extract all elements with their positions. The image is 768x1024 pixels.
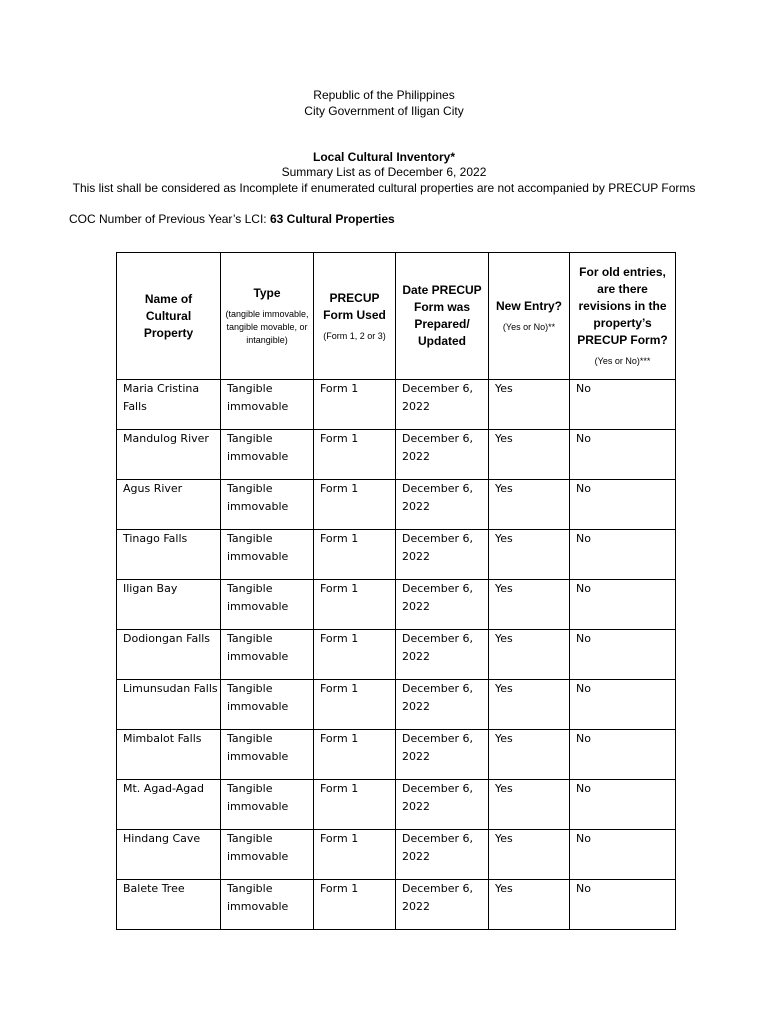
- date-cell: December 6, 2022: [396, 680, 489, 730]
- property-name-cell: Mandulog River: [117, 430, 221, 480]
- property-name-cell: Mimbalot Falls: [117, 730, 221, 780]
- column-header-label: New Entry?: [495, 299, 562, 313]
- date-cell: December 6, 2022: [396, 730, 489, 780]
- coc-line: [69, 212, 395, 227]
- new-entry-cell: Yes: [489, 580, 570, 630]
- property-name-cell: Tinago Falls: [117, 530, 221, 580]
- form-cell: Form 1: [314, 730, 396, 780]
- table-row: [117, 480, 676, 530]
- table-row: [117, 380, 676, 430]
- new-entry-cell: Yes: [489, 680, 570, 730]
- date-cell: December 6, 2022: [396, 630, 489, 680]
- property-type-cell: Tangible immovable: [221, 480, 314, 530]
- coc-label: COC Number of Previous Year’s LCI:: [69, 212, 270, 226]
- form-cell: Form 1: [314, 630, 396, 680]
- table-row: [117, 630, 676, 680]
- date-cell: December 6, 2022: [396, 530, 489, 580]
- property-type-cell: Tangible immovable: [221, 880, 314, 930]
- property-name-cell: Balete Tree: [117, 880, 221, 930]
- column-header-subtext: (tangible immovable, tangible movable, or intangible): [225, 309, 309, 345]
- revisions-cell: No: [570, 730, 676, 780]
- column-header-name: [117, 253, 221, 380]
- property-type-cell: Tangible immovable: [221, 430, 314, 480]
- column-header-subtext: (Yes or No)***: [594, 356, 651, 366]
- new-entry-cell: Yes: [489, 530, 570, 580]
- revisions-cell: No: [570, 880, 676, 930]
- property-type-cell: Tangible immovable: [221, 630, 314, 680]
- new-entry-cell: Yes: [489, 880, 570, 930]
- revisions-cell: No: [570, 580, 676, 630]
- column-header-type: [221, 253, 314, 380]
- new-entry-cell: Yes: [489, 380, 570, 430]
- table-header-row: [117, 253, 676, 380]
- form-cell: Form 1: [314, 530, 396, 580]
- table-row: [117, 780, 676, 830]
- summary-date: Summary List as of December 6, 2022: [281, 165, 487, 179]
- date-cell: December 6, 2022: [396, 380, 489, 430]
- date-cell: December 6, 2022: [396, 480, 489, 530]
- property-name-cell: Mt. Agad-Agad: [117, 780, 221, 830]
- form-cell: Form 1: [314, 380, 396, 430]
- form-cell: Form 1: [314, 480, 396, 530]
- property-name-cell: Iligan Bay: [117, 580, 221, 630]
- inventory-table: [116, 252, 676, 930]
- revisions-cell: No: [570, 780, 676, 830]
- new-entry-cell: Yes: [489, 730, 570, 780]
- revisions-cell: No: [570, 430, 676, 480]
- form-cell: Form 1: [314, 830, 396, 880]
- property-type-cell: Tangible immovable: [221, 680, 314, 730]
- document-title: Local Cultural Inventory*: [312, 150, 456, 164]
- property-type-cell: Tangible immovable: [221, 830, 314, 880]
- coc-value: 63 Cultural Properties: [269, 212, 395, 226]
- column-header-subtext: (Yes or No)**: [502, 322, 556, 332]
- property-type-cell: Tangible immovable: [221, 730, 314, 780]
- date-cell: December 6, 2022: [396, 880, 489, 930]
- property-name-cell: Dodiongan Falls: [117, 630, 221, 680]
- property-name-cell: Maria Cristina Falls: [117, 380, 221, 430]
- column-header-label: For old entries, are there revisions in the property’s PRECUP Form?: [577, 265, 668, 347]
- property-type-cell: Tangible immovable: [221, 380, 314, 430]
- column-header-subtext: (Form 1, 2 or 3): [323, 330, 386, 341]
- revisions-cell: No: [570, 380, 676, 430]
- date-cell: December 6, 2022: [396, 780, 489, 830]
- date-cell: December 6, 2022: [396, 830, 489, 880]
- column-header-revisions: [570, 253, 676, 380]
- table-row: [117, 680, 676, 730]
- column-header-date: [396, 253, 489, 380]
- table-row: [117, 880, 676, 930]
- form-cell: Form 1: [314, 880, 396, 930]
- property-name-cell: Agus River: [117, 480, 221, 530]
- revisions-cell: No: [570, 630, 676, 680]
- column-header-label: Type: [253, 286, 281, 300]
- column-header-form: [314, 253, 396, 380]
- table-row: [117, 580, 676, 630]
- form-cell: Form 1: [314, 780, 396, 830]
- revisions-cell: No: [570, 830, 676, 880]
- date-cell: December 6, 2022: [396, 430, 489, 480]
- new-entry-cell: Yes: [489, 780, 570, 830]
- column-header-label: PRECUP Form Used: [323, 290, 386, 322]
- table-row: [117, 430, 676, 480]
- form-cell: Form 1: [314, 430, 396, 480]
- property-type-cell: Tangible immovable: [221, 780, 314, 830]
- column-header-label: Name of Cultural Property: [143, 291, 194, 340]
- column-header-label: Date PRECUP Form was Prepared/ Updated: [402, 283, 482, 348]
- new-entry-cell: Yes: [489, 430, 570, 480]
- property-type-cell: Tangible immovable: [221, 530, 314, 580]
- revisions-cell: No: [570, 680, 676, 730]
- form-cell: Form 1: [314, 680, 396, 730]
- column-header-new-entry: [489, 253, 570, 380]
- property-name-cell: Limunsudan Falls: [117, 680, 221, 730]
- new-entry-cell: Yes: [489, 630, 570, 680]
- new-entry-cell: Yes: [489, 830, 570, 880]
- republic-heading: Republic of the Philippines: [313, 88, 455, 102]
- table-row: [117, 730, 676, 780]
- incomplete-note: This list shall be considered as Incomplete if enumerated cultural properties are not accompanied by PRECUP Forms: [72, 181, 696, 195]
- table-row: [117, 830, 676, 880]
- revisions-cell: No: [570, 530, 676, 580]
- property-type-cell: Tangible immovable: [221, 580, 314, 630]
- revisions-cell: No: [570, 480, 676, 530]
- property-name-cell: Hindang Cave: [117, 830, 221, 880]
- table-row: [117, 530, 676, 580]
- new-entry-cell: Yes: [489, 480, 570, 530]
- city-government-heading: City Government of Iligan City: [304, 104, 464, 118]
- form-cell: Form 1: [314, 580, 396, 630]
- date-cell: December 6, 2022: [396, 580, 489, 630]
